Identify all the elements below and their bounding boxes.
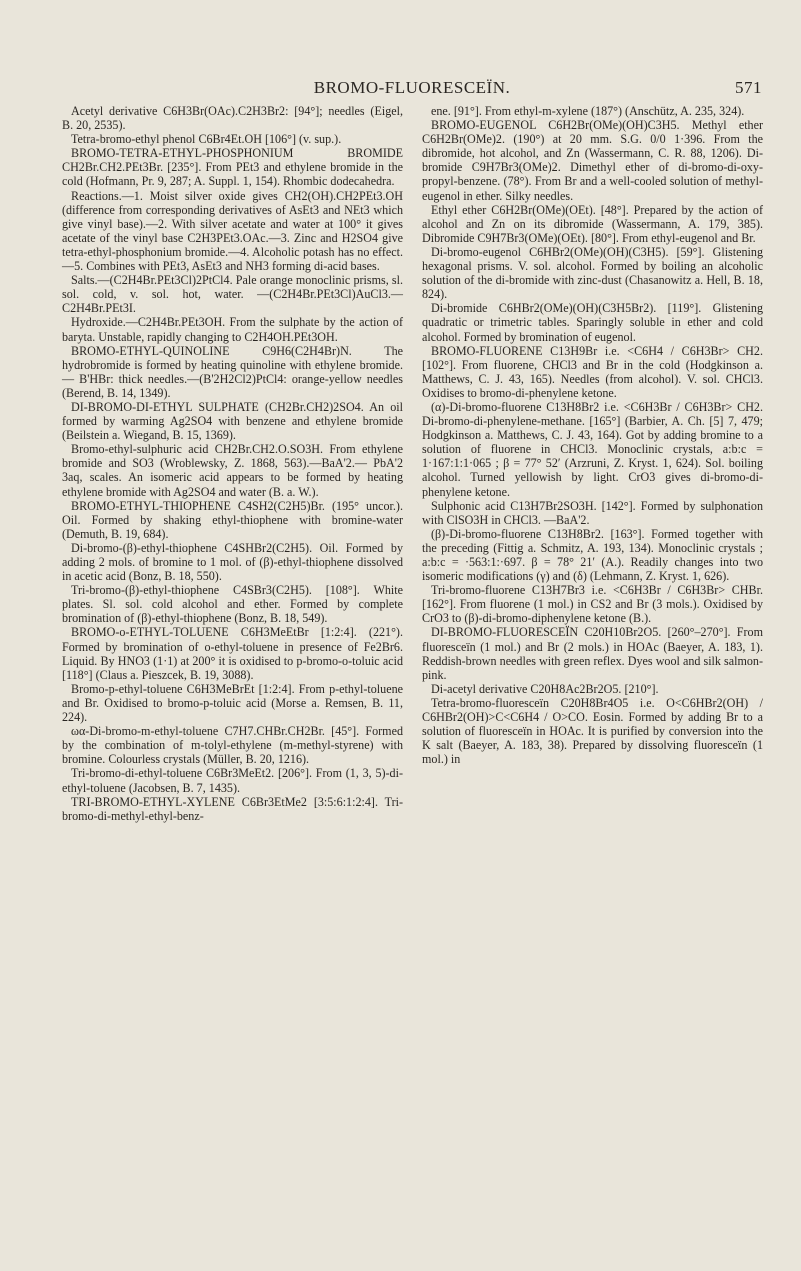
paragraph: Tetra-bromo-ethyl phenol C6Br4Et.OH [106°] (v. sup.). (71, 132, 342, 147)
paragraph: Bromo-ethyl-sulphuric acid CH2Br.CH2.O.SO3H. From ethylene bromide and SO3 (Wroblewsky, Z. 1868, 563).—BaA'2.— PbA'2 3aq, scales. An isomeric acid appears to be formed by heating ethylene bromide with Ag2SO4 and water (B. a. W.). (62, 442, 403, 499)
paragraph: Acetyl derivative C6H3Br(OAc).C2H3Br2: [94°]; needles (Eigel, B. 20, 2535). (62, 104, 403, 133)
paragraph: Sulphonic acid C13H7Br2SO3H. [142°]. Formed by sulphonation with ClSO3H in CHCl3. —BaA'2. (422, 498, 763, 527)
paragraph: Di-bromide C6HBr2(OMe)(OH)(C3H5Br2). [119°]. Glistening quadratic or trimetric tables. Sparingly soluble in ether and cold alcohol. Formed by bromination of eugenol. (422, 301, 763, 344)
entry-di-bromo-di-ethyl-sulphate: DI-BROMO-DI-ETHYL SULPHATE (CH2Br.CH2)2SO4. An oil formed by warming Ag2SO4 with benzene and ethylene bromide (Beilstein a. Wiegand, B. 15, 1369). (62, 399, 403, 443)
paragraph: Di-bromo-eugenol C6HBr2(OMe)(OH)(C3H5). [59°]. Glistening hexagonal prisms. V. sol. alcohol. Formed by boiling an alcoholic solution of the di-bromide with zinc-dust (Chasanowitz a. Hell, B. 18, 824). (422, 244, 763, 302)
paragraph: Salts.—(C2H4Br.PEt3Cl)2PtCl4. Pale orange monoclinic prisms, sl. sol. cold, v. sol. hot, water. —(C2H4Br.PEt3Cl)AuCl3.—C2H4Br.PEt3I. (62, 273, 403, 316)
page-number: 571 (735, 78, 762, 97)
paragraph: Tri-bromo-di-ethyl-toluene C6Br3MeEt2. [206°]. From (1, 3, 5)-di-ethyl-toluene (Jacobsen, B. 7, 1435). (62, 766, 403, 795)
paragraph: Tri-bromo-fluorene C13H7Br3 i.e. <C6H3Br / C6H3Br> CHBr. [162°]. From fluorene (1 mol.) in CS2 and Br (3 mols.). Oxidised by CrO3 to (β)-di-bromo-diphenylene ketone (B.). (422, 583, 763, 626)
paragraph: (α)-Di-bromo-fluorene C13H8Br2 i.e. <C6H3Br / C6H3Br> CH2. Di-bromo-di-phenylene-methane. [165°] (Barbier, A. Ch. [5] 7, 479; Hodgkinson a. Matthews, C. J. 43, 164). Got by adding bromine to a solution of fluorene in CHCl3. Monoclinic crystals, a:b:c = 1·167:1:1·065 ; β = 77° 52′ (Arzruni, Z. Kryst. 1, 624). Sol. boiling alcohol. Turned yellowish by light. CrO3 gives di-bromo-di-phenylene ketone. (422, 399, 763, 499)
paragraph: Reactions.—1. Moist silver oxide gives CH2(OH).CH2PEt3.OH (difference from corresponding derivatives of AsEt3 and NEt3 which give vinyl base).—2. With silver acetate and water at 100° it gives acetate of the vinyl base C2H3PEt3.OAc.—3. Zinc and H2SO4 give tetra-ethyl-phosphonium bromide.—4. Alcoholic potash has no effect.—5. Combines with PEt3, AsEt3 and NH3 forming di-acid bases. (62, 188, 403, 274)
running-header (62, 76, 762, 100)
entry-bromo-tetra-ethyl-phosphonium-bromide: BROMO-TETRA-ETHYL-PHOSPHONIUM BROMIDE CH2Br.CH2.PEt3Br. [235°]. From PEt3 and ethylene bromide in the cold (Hofmann, Pr. 9, 287; A. Suppl. 1, 154). Rhombic dodecahedra. (62, 146, 403, 189)
running-title: BROMO-FLUORESCEÏN. (313, 78, 511, 97)
paragraph: Di-acetyl derivative C20H8Ac2Br2O5. [210°]. (431, 681, 659, 696)
entry-bromo-o-ethyl-toluene: BROMO-o-ETHYL-TOLUENE C6H3MeEtBr [1:2:4]. (221°). Formed by bromination of o-ethyl-toluene in presence of Fe2Br6. Liquid. By HNO3 (1·1) at 200° it is oxidised to p-bromo-o-toluic acid [118°] (Claus a. Pieszcek, B. 19, 3088). (62, 625, 403, 682)
paragraph: ωα-Di-bromo-m-ethyl-toluene C7H7.CHBr.CH2Br. [45°]. Formed by the combination of m-tolyl-ethylene (m-methyl-styrene) with bromine. Colourless crystals (Müller, B. 20, 1216). (62, 724, 403, 767)
right-column (422, 104, 763, 766)
paragraph: Ethyl ether C6H2Br(OMe)(OEt). [48°]. Prepared by the action of alcohol and Zn on its dibromide (Wassermann, A. 179, 385). Dibromide C9H7Br3(OMe)(OEt). [80°]. From ethyl-eugenol and Br. (422, 202, 763, 245)
paragraph: ene. [91°]. From ethyl-m-xylene (187°) (Anschütz, A. 235, 324). (431, 104, 745, 118)
paragraph: Tri-bromo-(β)-ethyl-thiophene C4SBr3(C2H5). [108°]. White plates. Sl. sol. cold alcohol and ether. Formed by complete bromination of (β)-ethyl-thiophene (Bonz, B. 18, 549). (62, 583, 403, 626)
entry-bromo-ethyl-thiophene: BROMO-ETHYL-THIOPHENE C4SH2(C2H5)Br. (195° uncor.). Oil. Formed by shaking ethyl-thiophene with bromine-water (Demuth, B. 19, 684). (62, 498, 403, 541)
entry-di-bromo-fluorescein: DI-BROMO-FLUORESCEÏN C20H10Br2O5. [260°–270°]. From fluoresceïn (1 mol.) and Br (2 mols.) in HOAc (Baeyer, A. 183, 1). Reddish-brown needles with green reflex. Dyes wool and silk salmon-pink. (422, 625, 763, 682)
paragraph: Tetra-bromo-fluoresceïn C20H8Br4O5 i.e. O<C6HBr2(OH) / C6HBr2(OH)>C<C6H4 / O>CO. Eosin. Formed by adding Br to a solution of fluoresceïn in HOAc. It is purified by conversion into the K salt (Baeyer, A. 183, 38). Prepared by dissolving fluoresceïn (1 mol.) in (422, 695, 763, 767)
paragraph: Di-bromo-(β)-ethyl-thiophene C4SHBr2(C2H5). Oil. Formed by adding 2 mols. of bromine to 1 mol. of (β)-ethyl-thiophene dissolved in acetic acid (Bonz, B. 18, 550). (62, 540, 403, 584)
left-column (62, 104, 403, 823)
entry-tri-bromo-ethyl-xylene: TRI-BROMO-ETHYL-XYLENE C6Br3EtMe2 [3:5:6:1:2:4]. Tri-bromo-di-methyl-ethyl-benz- (62, 794, 403, 823)
paragraph: Bromo-p-ethyl-toluene C6H3MeBrEt [1:2:4]. From p-ethyl-toluene and Br. Oxidised to bromo-p-toluic acid (Morse a. Remsen, B. 11, 224). (62, 681, 403, 725)
entry-bromo-fluorene: BROMO-FLUORENE C13H9Br i.e. <C6H4 / C6H3Br> CH2. [102°]. From fluorene, CHCl3 and Br in the cold (Hodgkinson a. Matthews, C. J. 43, 165). Needles (from alcohol). V. sol. CHCl3. Oxidises to bromo-di-phenylene ketone. (422, 343, 763, 400)
entry-bromo-eugenol: BROMO-EUGENOL C6H2Br(OMe)(OH)C3H5. Methyl ether C6H2Br(OMe)2. (190°) at 20 mm. S.G. 0/0 1·396. From the dibromide, hot alcohol, and Zn (Wassermann, C. R. 88, 1206). Di-bromide C9H7Br3(OMe)2. Dimethyl ether of di-bromo-di-oxy-propyl-benzene. (78°). From Br and a well-cooled solution of methyl-eugenol in ether. Silky needles. (422, 118, 763, 203)
paragraph: Hydroxide.—C2H4Br.PEt3OH. From the sulphate by the action of baryta. Unstable, rapidly changing to C2H4OH.PEt3OH. (62, 315, 403, 344)
paragraph: (β)-Di-bromo-fluorene C13H8Br2. [163°]. Formed together with the preceding (Fittig a. Schmitz, A. 193, 134). Monoclinic crystals ; a:b:c = ·563:1:·697. β = 78° 21′ (A.). Readily changes into two isomeric modifications (γ) and (δ) (Lehmann, Z. Kryst. 1, 626). (422, 526, 763, 584)
entry-bromo-ethyl-quinoline: BROMO-ETHYL-QUINOLINE C9H6(C2H4Br)N. The hydrobromide is formed by heating quinoline with ethylene bromide.— B'HBr: thick needles.—(B'2H2Cl2)PtCl4: orange-yellow needles (Berend, B. 14, 1349). (62, 343, 403, 400)
